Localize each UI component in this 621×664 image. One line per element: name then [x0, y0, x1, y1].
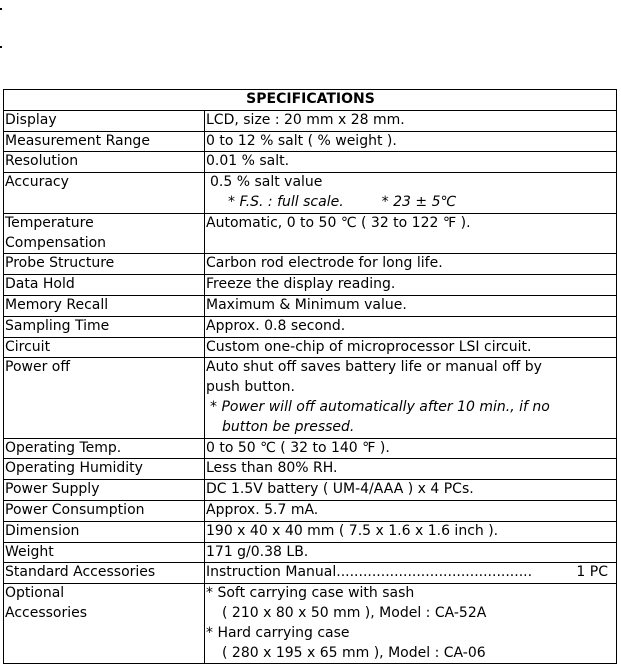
- table-row: [4, 563, 617, 584]
- spec-label: Memory Recall: [4, 295, 205, 316]
- spec-value: 0 to 12 % salt ( % weight ).: [205, 131, 617, 152]
- spec-label: Measurement Range: [4, 131, 205, 152]
- spec-label: Power Consumption: [4, 500, 205, 521]
- spec-value: 190 x 40 x 40 mm ( 7.5 x 1.6 x 1.6 inch ).: [205, 521, 617, 542]
- spec-label: Data Hold: [4, 275, 205, 296]
- spec-label: Sampling Time: [4, 316, 205, 337]
- spec-value: * Soft carrying case with sash ( 210 x 80 x 50 mm ), Model : CA-52A * Hard carrying case ( 280 x 195 x 65 mm ), Model : CA-06: [205, 584, 617, 664]
- spec-value: 0 to 50 ℃ ( 32 to 140 ℉ ).: [205, 438, 617, 459]
- table-row: [4, 438, 617, 459]
- table-title: SPECIFICATIONS: [4, 90, 617, 111]
- spec-value: Instruction Manual............................................ 1 PC: [205, 563, 617, 584]
- table-row: [4, 316, 617, 337]
- spec-value: 0.01 % salt.: [205, 152, 617, 173]
- spec-value: 171 g/0.38 LB.: [205, 542, 617, 563]
- spec-value: Carbon rod electrode for long life.: [205, 254, 617, 275]
- table-row: [4, 521, 617, 542]
- spec-value: DC 1.5V battery ( UM-4/AAA ) x 4 PCs.: [205, 480, 617, 501]
- spec-value: LCD, size : 20 mm x 28 mm.: [205, 110, 617, 131]
- table-row: [4, 500, 617, 521]
- spec-label: Operating Humidity: [4, 459, 205, 480]
- spec-label: Optional Accessories: [4, 584, 205, 664]
- spec-value: Custom one-chip of microprocessor LSI circuit.: [205, 337, 617, 358]
- table-row: [4, 254, 617, 275]
- spec-label: Resolution: [4, 152, 205, 173]
- spec-label: Weight: [4, 542, 205, 563]
- spec-value: 0.5 % salt value * F.S. : full scale. * 23 ± 5℃: [205, 173, 617, 214]
- spec-label: Temperature Compensation: [4, 213, 205, 254]
- table-row: [4, 459, 617, 480]
- table-row: [4, 542, 617, 563]
- table-row: [4, 275, 617, 296]
- table-header-row: [4, 90, 617, 111]
- corner-mark: [0, 46, 2, 48]
- spec-label: Power off: [4, 358, 205, 438]
- table-row: [4, 358, 617, 438]
- spec-label: Probe Structure: [4, 254, 205, 275]
- spec-label: Dimension: [4, 521, 205, 542]
- spec-label: Standard Accessories: [4, 563, 205, 584]
- spec-value: Auto shut off saves battery life or manual off by push button. * Power will off automatically after 10 min., if no button be pressed.: [205, 358, 617, 438]
- table-row: [4, 480, 617, 501]
- corner-mark: [0, 8, 2, 10]
- table-row: [4, 173, 617, 214]
- spec-value: Approx. 5.7 mA.: [205, 500, 617, 521]
- table-row: [4, 131, 617, 152]
- spec-value: Automatic, 0 to 50 ℃ ( 32 to 122 ℉ ).: [205, 213, 617, 254]
- spec-label: Accuracy: [4, 173, 205, 214]
- spec-label: Circuit: [4, 337, 205, 358]
- spec-label: Power Supply: [4, 480, 205, 501]
- table-row: [4, 337, 617, 358]
- table-row: [4, 152, 617, 173]
- spec-value: Maximum & Minimum value.: [205, 295, 617, 316]
- table-row: [4, 295, 617, 316]
- specifications-table: [3, 89, 617, 664]
- table-row: [4, 110, 617, 131]
- table-row: [4, 584, 617, 664]
- spec-value: Approx. 0.8 second.: [205, 316, 617, 337]
- spec-value: Less than 80% RH.: [205, 459, 617, 480]
- table-row: [4, 213, 617, 254]
- spec-label: Display: [4, 110, 205, 131]
- spec-label: Operating Temp.: [4, 438, 205, 459]
- spec-value: Freeze the display reading.: [205, 275, 617, 296]
